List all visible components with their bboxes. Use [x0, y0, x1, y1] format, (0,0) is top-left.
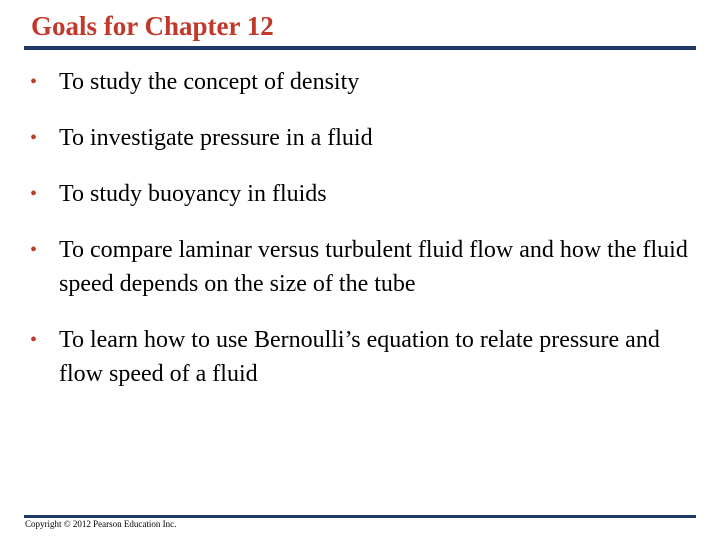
bullet-icon: •: [30, 183, 38, 205]
copyright-notice: Copyright © 2012 Pearson Education Inc.: [25, 519, 177, 529]
bullet-item: [30, 121, 690, 155]
bullet-item: [30, 323, 690, 391]
bullet-text: To investigate pressure in a fluid: [59, 125, 373, 151]
bullet-item: [30, 177, 690, 211]
bullet-icon: •: [30, 239, 38, 261]
bullet-item: [30, 233, 690, 301]
bullet-list: [30, 65, 690, 391]
bullet-icon: •: [30, 71, 38, 93]
bullet-text: To learn how to use Bernoulli’s equation to relate pressure and flow speed of a fluid: [59, 327, 660, 387]
bullet-text: To study the concept of density: [59, 69, 360, 95]
bullet-icon: •: [30, 329, 38, 351]
slide-title: Goals for Chapter 12: [31, 11, 274, 41]
bullet-icon: •: [30, 127, 38, 149]
bullet-text: To study buoyancy in fluids: [59, 181, 327, 207]
bullet-text: To compare laminar versus turbulent fluid flow and how the fluid speed depends on the size of the tube: [59, 237, 688, 297]
title-divider: [24, 46, 696, 50]
bullet-item: [30, 65, 690, 99]
